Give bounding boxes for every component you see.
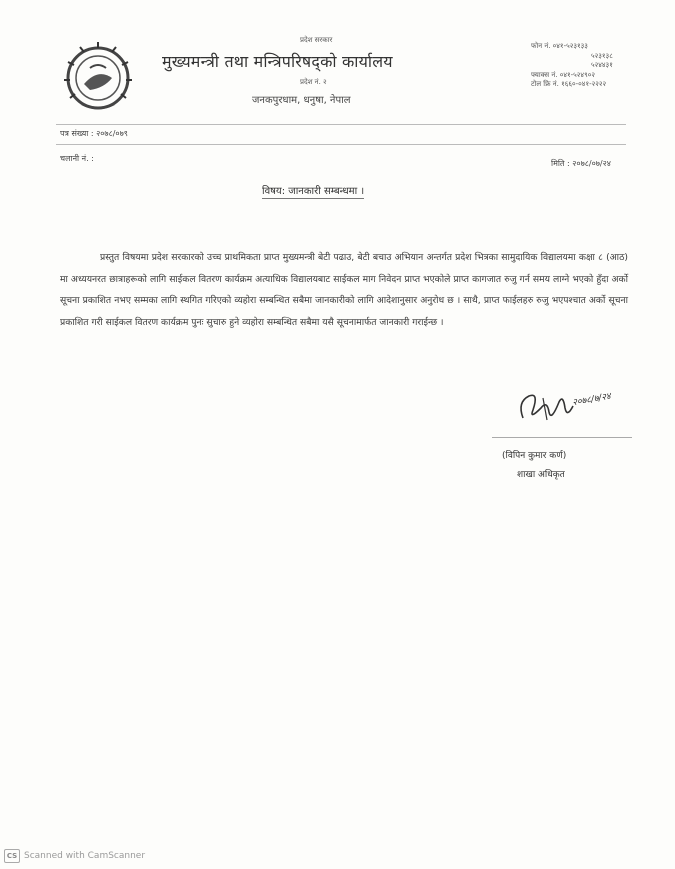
dispatch-number: चलानी नं. :	[60, 154, 94, 163]
tollfree-line: टोल फ्रि नं. १६६०-०४१-२२२२	[531, 80, 607, 88]
signer-title: शाखा अधिकृत	[517, 470, 565, 480]
letter-number: पत्र संख्या : २०७८/०७९	[60, 129, 128, 138]
subject-line: विषय: जानकारी सम्बन्धमा ।	[262, 183, 364, 199]
body-paragraph: प्रस्तुत विषयमा प्रदेश सरकारको उच्च प्राथमिकता प्राप्त मुख्यमन्त्री बेटी पढाउ, बेटी बचाउ अभियान अन्तर्गत प्रदेश भित्रका सामुदायिक विद्यालयमा कक्षा ८ (आठ) मा अध्ययनरत छात्राहरूको लागि साईकल वितरण कार्यक्रम अत्याधिक विद्यालयबाट साईकल माग निवेदन प्राप्त भएकोले प्राप्त कागजात रुजु गर्न समय लाग्ने भएको हुँदा अर्को सूचना प्रकाशित नभए सम्मका लागि स्थगित गरिएको व्यहोरा सम्बन्धित सबैमा जानकारीको लागि आदेशानुसार अनुरोध छ । साथै, प्राप्त फाईलहरु रुजु भएपश्चात अर्को सूचना प्रकाशित गरी साईकल वितरण कार्यक्रम पुनः सुचारु हुने व्यहोरा सम्बन्धित सबैमा यसै सूचनामार्फत जानकारी गराईन्छ ।	[60, 252, 628, 328]
camscanner-logo-icon: CS	[4, 849, 20, 863]
letterhead-tagline: प्रदेश सरकार	[300, 36, 333, 44]
signer-name: (विपिन कुमार कर्ण)	[502, 451, 567, 461]
office-address: जनकपुरधाम, धनुषा, नेपाल	[252, 95, 351, 106]
scanner-label: Scanned with CamScanner	[24, 851, 146, 861]
signature-date: २०७८/७/२४	[571, 391, 612, 409]
signature-divider	[492, 437, 632, 438]
province-line: प्रदेश नं. २	[300, 78, 327, 86]
office-title: मुख्यमन्त्री तथा मन्त्रिपरिषद्को कार्यालय	[162, 52, 393, 71]
phone-line: फोन नं. ०४१-५२३१३३	[531, 42, 588, 50]
fax-line: फ्याक्स नं. ०४१-५२४९०२	[531, 70, 595, 79]
header-divider	[56, 124, 626, 125]
contact-block	[531, 42, 651, 90]
phone-number-2: ५२३१३८	[591, 51, 613, 60]
nepal-government-emblem-icon	[60, 38, 136, 114]
scanner-watermark	[4, 849, 145, 863]
reference-divider	[56, 144, 626, 145]
letter-date: मिति : २०७८/०७/२४	[551, 159, 611, 168]
phone-number-3: ५२४४३१	[591, 61, 613, 69]
